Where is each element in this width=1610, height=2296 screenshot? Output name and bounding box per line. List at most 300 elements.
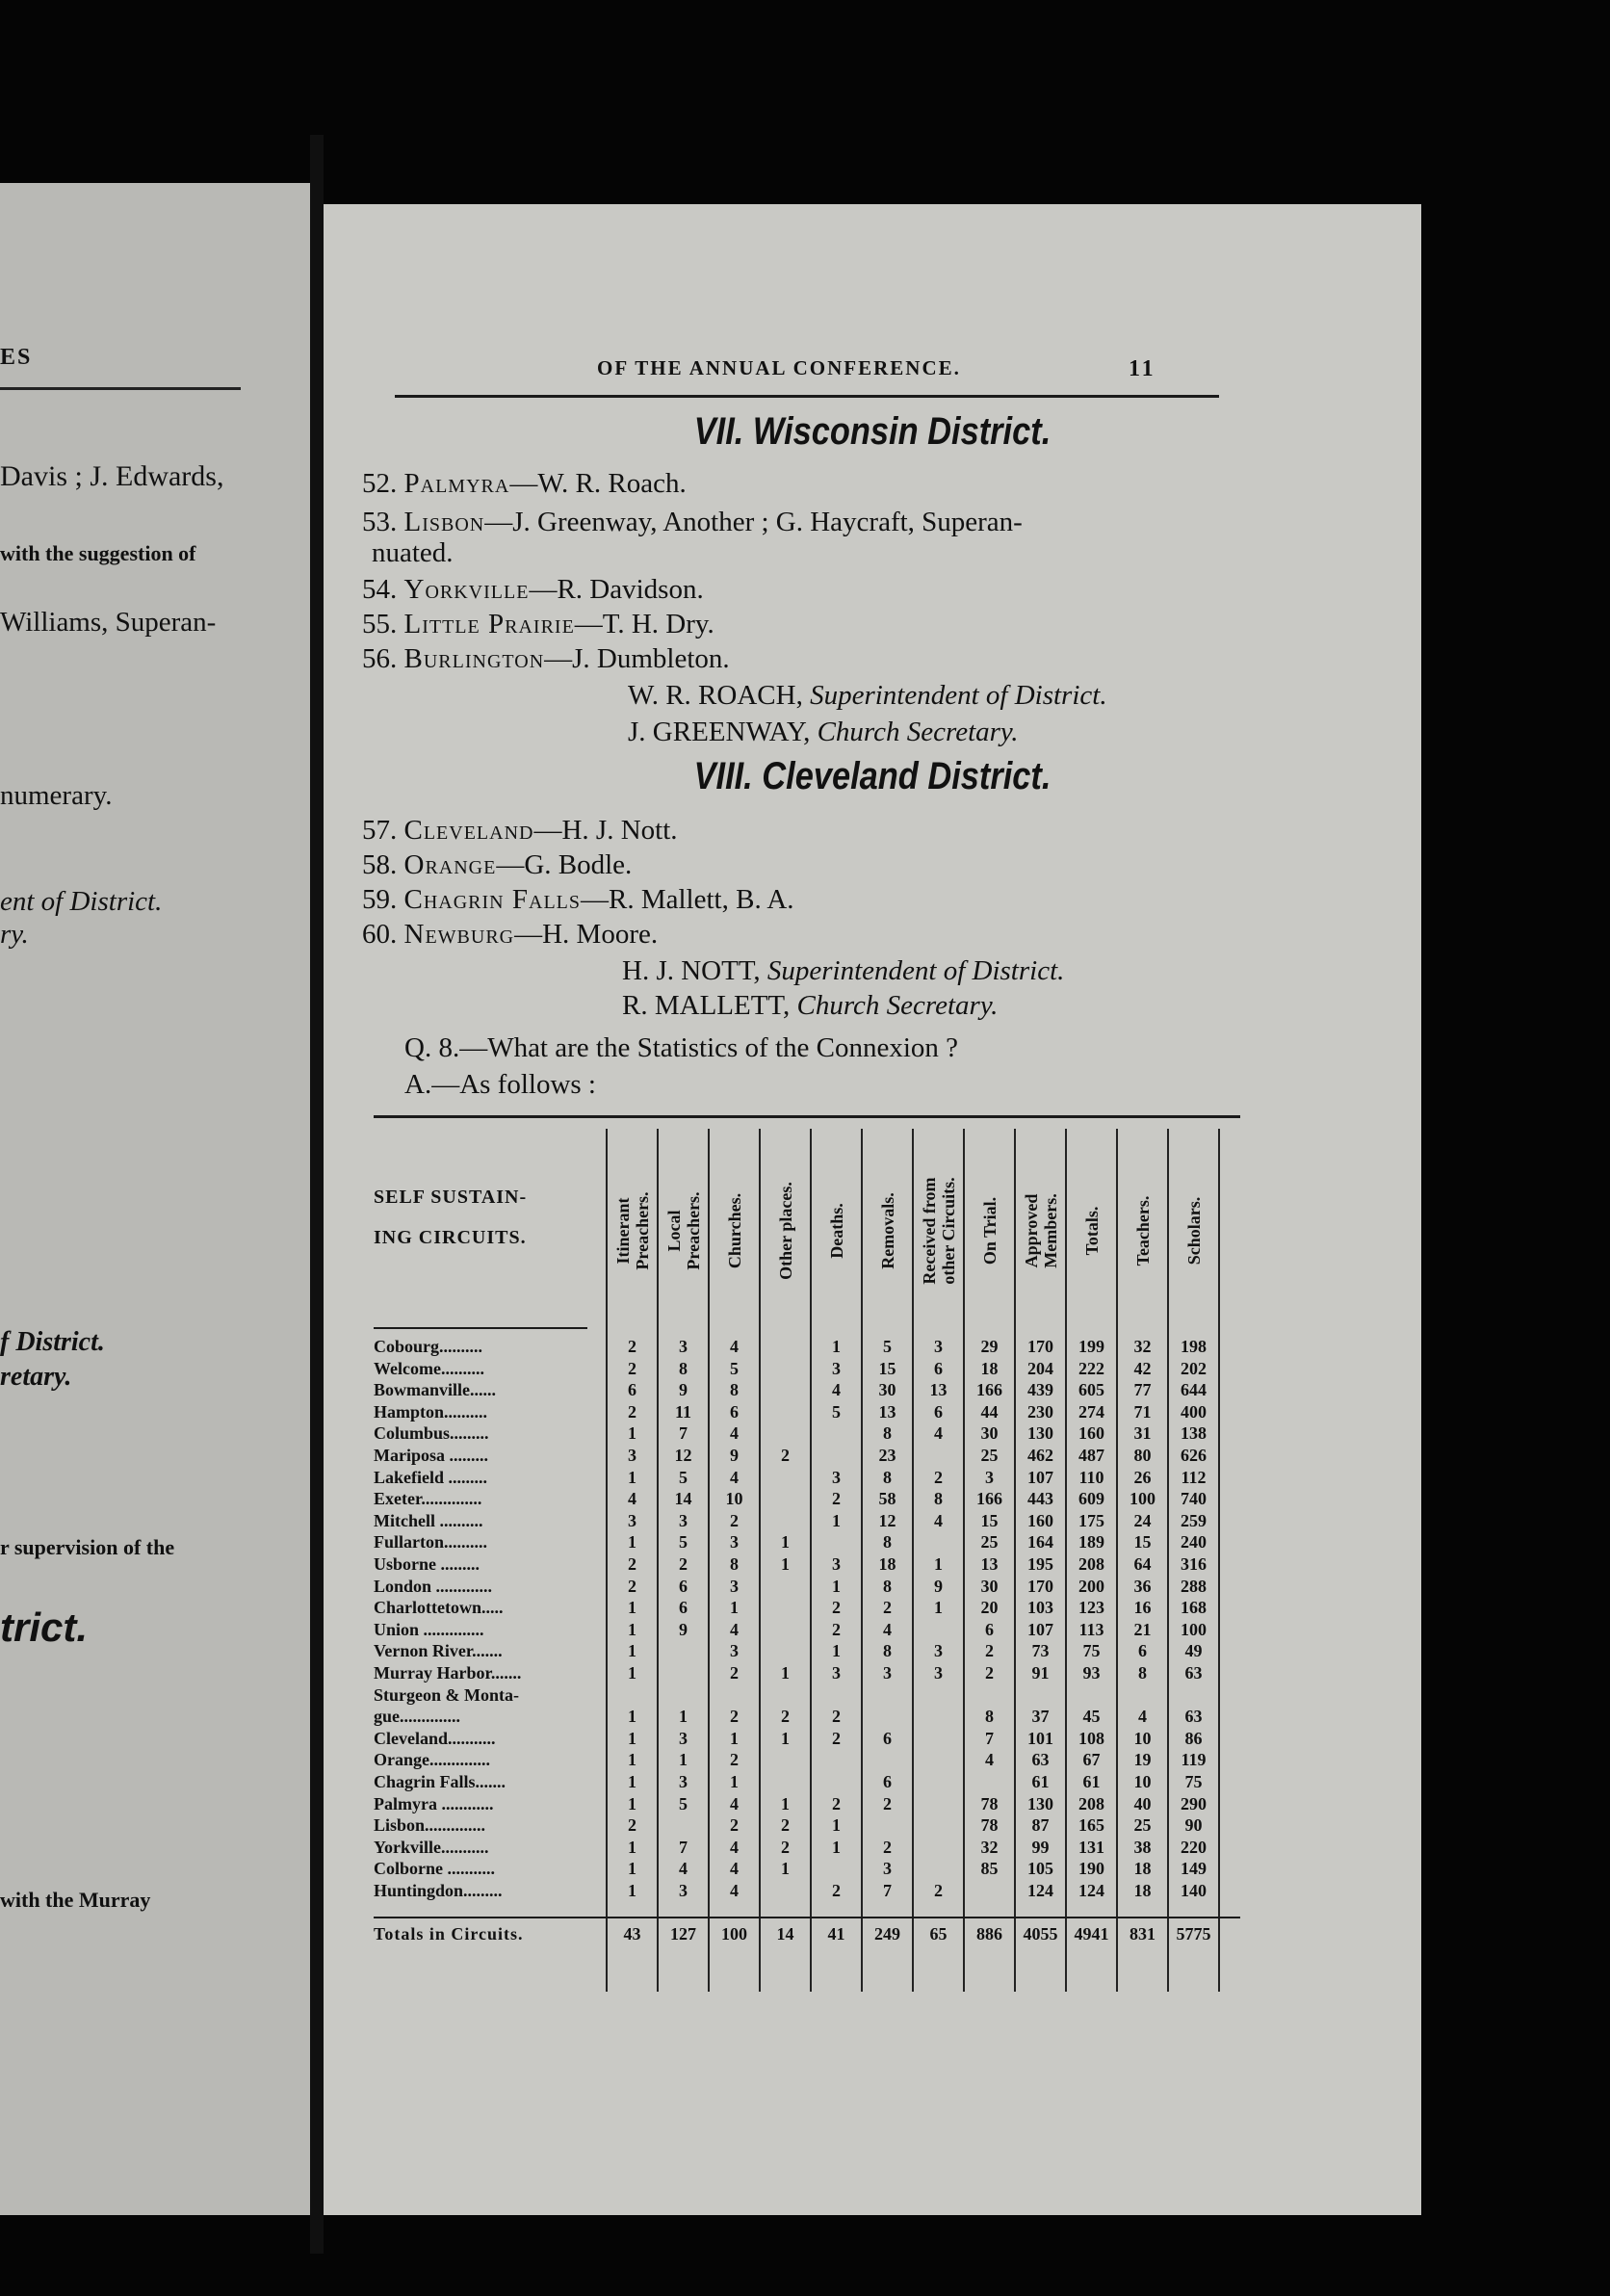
- table-cell: 63: [1031, 1750, 1050, 1770]
- table-cell: 8: [883, 1423, 892, 1444]
- circuit-name: Hampton..........: [374, 1401, 488, 1422]
- circuit-name: Huntingdon.........: [374, 1881, 503, 1900]
- table-cell: 3: [628, 1510, 636, 1530]
- table-cell: 77: [1133, 1380, 1152, 1400]
- circuit-name: gue..............: [374, 1707, 460, 1727]
- table-cell: 6: [679, 1598, 688, 1618]
- table-cell: 12: [878, 1510, 896, 1530]
- table-cell: 3: [679, 1772, 688, 1791]
- table-cell: 7: [679, 1837, 688, 1857]
- table-cell: 165: [1078, 1815, 1104, 1836]
- table-cell: 32: [980, 1837, 999, 1857]
- table-cell: 18: [1133, 1859, 1152, 1879]
- table-cell: 3: [832, 1358, 841, 1378]
- table-cell: 1: [781, 1728, 790, 1748]
- totals-rule: [374, 1917, 1240, 1918]
- table-cell: 3: [883, 1663, 892, 1683]
- table-cell: 20: [980, 1598, 999, 1618]
- table-cell: 4: [628, 1489, 636, 1509]
- table-cell: 112: [1181, 1467, 1207, 1487]
- table-cell: 8: [934, 1489, 943, 1509]
- table-cell: 18: [878, 1554, 896, 1574]
- table-cell: 5: [679, 1793, 688, 1813]
- table-cell: 18: [1133, 1881, 1152, 1900]
- circuit-name: Yorkville...........: [374, 1837, 489, 1857]
- table-row: [374, 1859, 1240, 1879]
- table-cell: 4: [832, 1380, 841, 1400]
- table-cell: 2: [730, 1663, 739, 1683]
- head-rule: [395, 395, 1219, 398]
- table-cell: 13: [929, 1380, 948, 1400]
- table-cell: 1: [628, 1772, 636, 1791]
- left-line: retary.: [0, 1362, 72, 1392]
- table-cell: 100: [1130, 1489, 1156, 1509]
- table-cell: 15: [878, 1358, 896, 1378]
- table-cell: 3: [679, 1728, 688, 1748]
- circuit-name: Charlottetown.....: [374, 1598, 504, 1618]
- table-cell: 9: [730, 1446, 739, 1465]
- district-officer: R. MALLETT, Church Secretary.: [622, 990, 999, 1021]
- left-line: with the suggestion of: [0, 541, 196, 565]
- table-cell: 1: [832, 1815, 841, 1836]
- table-cell: 8: [1138, 1663, 1147, 1683]
- table-cell: 113: [1078, 1619, 1104, 1639]
- table-cell: 5: [730, 1358, 739, 1378]
- table-cell: 1: [628, 1837, 636, 1857]
- table-cell: 15: [1133, 1532, 1152, 1552]
- left-line: Davis ; J. Edwards,: [0, 460, 224, 492]
- table-cell: 3: [934, 1337, 943, 1356]
- table-cell: 4: [730, 1881, 739, 1900]
- table-cell: 2: [628, 1576, 636, 1596]
- table-cell: 2: [985, 1641, 994, 1661]
- table-cell: 130: [1027, 1793, 1053, 1813]
- table-cell: 36: [1133, 1576, 1152, 1596]
- table-cell: 8: [883, 1641, 892, 1661]
- statistics-table: [374, 1129, 1240, 2034]
- table-cell: 1: [628, 1598, 636, 1618]
- table-row: [374, 1402, 1240, 1422]
- table-cell: 63: [1184, 1707, 1203, 1727]
- circuit-name: Cobourg..........: [374, 1337, 483, 1356]
- table-cell: 166: [976, 1380, 1002, 1400]
- circuit-name: Little Prairie: [403, 609, 575, 639]
- table-cell: 1: [730, 1772, 739, 1791]
- table-cell: 2: [832, 1793, 841, 1813]
- table-row: [374, 1729, 1240, 1749]
- table-cell: 6: [1138, 1641, 1147, 1661]
- table-cell: 1: [832, 1837, 841, 1857]
- answer-text: A.—As follows :: [404, 1069, 596, 1100]
- table-cell: 160: [1078, 1423, 1104, 1444]
- left-line: trict.: [0, 1605, 89, 1650]
- table-cell: 1: [781, 1532, 790, 1552]
- table-cell: 4: [985, 1750, 994, 1770]
- running-head-title: OF THE ANNUAL CONFERENCE.: [597, 356, 961, 379]
- table-cell: 6: [934, 1401, 943, 1422]
- table-cell: 32: [1133, 1337, 1152, 1356]
- column-header: Deaths.: [826, 1203, 846, 1259]
- table-cell: 124: [1078, 1881, 1104, 1900]
- column-header: Scholars.: [1183, 1196, 1204, 1265]
- table-cell: 15: [980, 1510, 999, 1530]
- table-cell: 2: [628, 1554, 636, 1574]
- table-cell: 4: [730, 1619, 739, 1639]
- table-cell: 31: [1133, 1423, 1152, 1444]
- table-cell: 1: [628, 1881, 636, 1900]
- table-row: [374, 1337, 1240, 1357]
- table-cell: 288: [1181, 1576, 1207, 1596]
- left-line: f District.: [0, 1327, 105, 1357]
- table-cell: 6: [679, 1576, 688, 1596]
- table-cell: 110: [1078, 1467, 1104, 1487]
- district-officer: J. GREENWAY, Church Secretary.: [628, 717, 1019, 747]
- table-cell: 199: [1078, 1337, 1104, 1356]
- table-cell: 11: [674, 1401, 691, 1422]
- table-cell: 30: [878, 1380, 896, 1400]
- appointment-entry: nuated.: [372, 537, 454, 568]
- table-cell: 1: [679, 1707, 688, 1727]
- table-cell: 644: [1181, 1380, 1207, 1400]
- column-header: Teachers.: [1132, 1195, 1153, 1266]
- circuit-name: Lisbon..............: [374, 1815, 486, 1836]
- table-cell: 42: [1133, 1358, 1152, 1378]
- table-cell: 1: [832, 1510, 841, 1530]
- table-cell: 138: [1181, 1423, 1207, 1444]
- table-cell: 2: [628, 1337, 636, 1356]
- table-cell: 439: [1027, 1380, 1053, 1400]
- circuit-name: Orange..............: [374, 1750, 490, 1770]
- table-cell: 462: [1027, 1446, 1053, 1465]
- table-cell: 1: [628, 1728, 636, 1748]
- table-row: [374, 1423, 1240, 1444]
- table-cell: 80: [1133, 1446, 1152, 1465]
- table-cell: 124: [1027, 1881, 1053, 1900]
- table-cell: 37: [1031, 1707, 1050, 1727]
- table-cell: 6: [730, 1401, 739, 1422]
- table-cell: 609: [1078, 1489, 1104, 1509]
- table-cell: 9: [934, 1576, 943, 1596]
- table-cell: 170: [1027, 1337, 1053, 1356]
- table-cell: 274: [1078, 1401, 1104, 1422]
- table-cell: 108: [1078, 1728, 1104, 1748]
- left-line: ent of District.: [0, 886, 163, 917]
- table-cell: 25: [980, 1532, 999, 1552]
- left-line: r supervision of the: [0, 1535, 175, 1559]
- table-cell: 86: [1184, 1728, 1203, 1748]
- circuit-name: Yorkville: [403, 574, 530, 605]
- table-cell: 1: [832, 1641, 841, 1661]
- table-cell: 1: [628, 1619, 636, 1639]
- table-cell: 4: [730, 1859, 739, 1879]
- circuit-name: Cleveland...........: [374, 1728, 496, 1748]
- table-cell: 3: [730, 1641, 739, 1661]
- table-cell: 1: [934, 1554, 943, 1574]
- table-cell: 2: [883, 1598, 892, 1618]
- table-cell: 61: [1031, 1772, 1050, 1791]
- table-cell: 208: [1078, 1793, 1104, 1813]
- table-cell: 3: [985, 1467, 994, 1487]
- table-cell: 4941: [1074, 1923, 1109, 1944]
- circuit-name: Orange: [403, 849, 497, 880]
- table-row: [374, 1838, 1240, 1858]
- table-cell: 3: [832, 1467, 841, 1487]
- table-cell: 2: [679, 1554, 688, 1574]
- table-cell: 85: [980, 1859, 999, 1879]
- appointment-entry: 56. Burlington—J. Dumbleton.: [362, 643, 730, 674]
- column-header: Churches.: [724, 1192, 744, 1269]
- table-cell: 149: [1181, 1859, 1207, 1879]
- table-row: [374, 1577, 1240, 1597]
- table-cell: 130: [1027, 1423, 1053, 1444]
- table-cell: 4: [883, 1619, 892, 1639]
- table-cell: 8: [730, 1554, 739, 1574]
- table-cell: 127: [670, 1923, 696, 1944]
- table-cell: 91: [1031, 1663, 1050, 1683]
- table-cell: 3: [679, 1337, 688, 1356]
- appointment-entry: 53. Lisbon—J. Greenway, Another ; G. Haycraft, Superan-: [362, 507, 1023, 537]
- table-cell: 8: [985, 1707, 994, 1727]
- table-cell: 21: [1133, 1619, 1152, 1639]
- table-cell: 100: [721, 1923, 747, 1944]
- table-cell: 6: [883, 1772, 892, 1791]
- circuit-name: Chagrin Falls: [403, 884, 581, 915]
- question-text: Q. 8.—What are the Statistics of the Connexion ?: [404, 1032, 959, 1063]
- table-cell: 123: [1078, 1598, 1104, 1618]
- table-cell: 6: [628, 1380, 636, 1400]
- table-cell: 230: [1027, 1401, 1053, 1422]
- table-cell: 240: [1181, 1532, 1207, 1552]
- district-officer: W. R. ROACH, Superintendent of District.: [628, 680, 1107, 711]
- column-header: Totals.: [1081, 1206, 1102, 1256]
- table-cell: 13: [878, 1401, 896, 1422]
- table-cell: 170: [1027, 1576, 1053, 1596]
- table-cell: 160: [1027, 1510, 1053, 1530]
- circuit-name: London .............: [374, 1576, 493, 1596]
- table-cell: 1: [679, 1750, 688, 1770]
- circuit-name: Burlington: [403, 643, 545, 674]
- table-cell: 119: [1181, 1750, 1207, 1770]
- table-cell: 18: [980, 1358, 999, 1378]
- table-cell: 12: [674, 1446, 692, 1465]
- table-cell: 4: [730, 1837, 739, 1857]
- appointment-entry: 59. Chagrin Falls—R. Mallett, B. A.: [362, 884, 794, 915]
- table-row: [374, 1794, 1240, 1814]
- table-cell: 487: [1078, 1446, 1104, 1465]
- table-cell: 61: [1082, 1772, 1101, 1791]
- table-cell: 44: [980, 1401, 999, 1422]
- table-cell: 220: [1181, 1837, 1207, 1857]
- table-cell: 16: [1133, 1598, 1152, 1618]
- table-cell: 87: [1031, 1815, 1050, 1836]
- table-cell: 443: [1027, 1489, 1053, 1509]
- circuit-name: Newburg: [403, 919, 515, 950]
- table-cell: 99: [1031, 1837, 1050, 1857]
- table-cell: 2: [730, 1707, 739, 1727]
- table-cell: 4: [934, 1510, 943, 1530]
- table-cell: 166: [976, 1489, 1002, 1509]
- table-cell: 103: [1027, 1598, 1053, 1618]
- circuit-name: Sturgeon & Monta-: [374, 1684, 519, 1705]
- circuit-name: Bowmanville......: [374, 1380, 497, 1400]
- table-cell: 1: [781, 1859, 790, 1879]
- circuit-name: Palmyra: [403, 468, 510, 499]
- table-cell: 78: [980, 1793, 999, 1813]
- table-cell: 30: [980, 1576, 999, 1596]
- table-cell: 1: [781, 1793, 790, 1813]
- table-cell: 71: [1133, 1401, 1152, 1422]
- table-cell: 7: [883, 1881, 892, 1900]
- table-cell: 67: [1082, 1750, 1101, 1770]
- table-cell: 1: [628, 1532, 636, 1552]
- table-cell: 1: [781, 1663, 790, 1683]
- circuit-name: Murray Harbor.......: [374, 1663, 522, 1683]
- district-heading: VII. Wisconsin District.: [693, 410, 1052, 453]
- table-row: [374, 1750, 1240, 1770]
- circuit-name: Palmyra ............: [374, 1793, 494, 1813]
- table-cell: 1: [781, 1554, 790, 1574]
- table-cell: 2: [628, 1358, 636, 1378]
- table-cell: 208: [1078, 1554, 1104, 1574]
- table-cell: 164: [1027, 1532, 1053, 1552]
- table-cell: 2: [781, 1815, 790, 1836]
- circuit-name: Cleveland: [403, 815, 534, 846]
- table-cell: 316: [1181, 1554, 1207, 1574]
- table-cell: 831: [1130, 1923, 1156, 1944]
- circuit-name: Mitchell ..........: [374, 1510, 483, 1530]
- table-cell: 24: [1133, 1510, 1152, 1530]
- table-row: [374, 1772, 1240, 1792]
- table-cell: 2: [628, 1401, 636, 1422]
- circuit-name: Mariposa .........: [374, 1446, 488, 1465]
- table-cell: 1: [628, 1859, 636, 1879]
- appointment-entry: 52. Palmyra—W. R. Roach.: [362, 468, 687, 499]
- left-head-rule: [0, 387, 241, 390]
- table-cell: 2: [832, 1598, 841, 1618]
- table-row: [374, 1881, 1240, 1901]
- table-cell: 3: [883, 1859, 892, 1879]
- table-cell: 40: [1133, 1793, 1152, 1813]
- table-cell: 1: [730, 1728, 739, 1748]
- table-cell: 131: [1078, 1837, 1104, 1857]
- table-cell: 2: [883, 1837, 892, 1857]
- column-header: Approved Members.: [1021, 1193, 1060, 1268]
- table-cell: 101: [1027, 1728, 1053, 1748]
- table-cell: 19: [1133, 1750, 1152, 1770]
- table-cell: 10: [1133, 1772, 1152, 1791]
- table-cell: 75: [1082, 1641, 1101, 1661]
- circuit-name: Columbus.........: [374, 1423, 489, 1444]
- table-cell: 1: [832, 1576, 841, 1596]
- district-heading: VIII. Cleveland District.: [693, 755, 1052, 797]
- table-cell: 249: [874, 1923, 900, 1944]
- column-header: Local Preachers.: [663, 1191, 703, 1270]
- table-row: [374, 1554, 1240, 1575]
- table-cell: 2: [832, 1881, 841, 1900]
- table-cell: 29: [980, 1337, 999, 1356]
- table-cell: 1: [628, 1663, 636, 1683]
- table-cell: 6: [934, 1358, 943, 1378]
- table-left-heading: SELF SUSTAIN-: [374, 1187, 528, 1208]
- table-cell: 4: [730, 1793, 739, 1813]
- table-cell: 3: [934, 1641, 943, 1661]
- table-cell: 198: [1181, 1337, 1207, 1356]
- table-cell: 8: [883, 1467, 892, 1487]
- table-cell: 2: [832, 1728, 841, 1748]
- table-cell: 3: [679, 1881, 688, 1900]
- table-cell: 4: [730, 1423, 739, 1444]
- column-header: Other places.: [775, 1182, 795, 1280]
- table-cell: 9: [679, 1619, 688, 1639]
- appointment-entry: 55. Little Prairie—T. H. Dry.: [362, 609, 714, 639]
- circuit-name: Welcome..........: [374, 1358, 484, 1378]
- circuit-name: Usborne .........: [374, 1554, 480, 1574]
- table-row: [374, 1359, 1240, 1379]
- table-cell: 25: [1133, 1815, 1152, 1836]
- table-cell: 1: [628, 1793, 636, 1813]
- table-cell: 45: [1082, 1707, 1101, 1727]
- table-cell: 4: [730, 1467, 739, 1487]
- table-cell: 43: [623, 1923, 641, 1944]
- table-cell: 107: [1027, 1619, 1053, 1639]
- table-cell: 886: [976, 1923, 1002, 1944]
- table-left-heading: ING CIRCUITS.: [374, 1227, 527, 1248]
- table-cell: 2: [934, 1467, 943, 1487]
- table-cell: 9: [679, 1380, 688, 1400]
- table-cell: 1: [628, 1750, 636, 1770]
- left-facing-page: [0, 183, 310, 2215]
- column-header: Removals.: [877, 1192, 897, 1269]
- table-cell: 107: [1027, 1467, 1053, 1487]
- table-cell: 259: [1181, 1510, 1207, 1530]
- column-header: On Trial.: [979, 1196, 1000, 1265]
- table-cell: 58: [878, 1489, 896, 1509]
- table-cell: 3: [730, 1576, 739, 1596]
- table-cell: 202: [1181, 1358, 1207, 1378]
- table-cell: 4: [1138, 1707, 1147, 1727]
- table-row: [374, 1532, 1240, 1552]
- table-cell: 1: [628, 1641, 636, 1661]
- table-cell: 13: [980, 1554, 999, 1574]
- circuit-name: Colborne ...........: [374, 1859, 495, 1879]
- table-cell: 4055: [1023, 1923, 1058, 1944]
- appointment-entry: 57. Cleveland—H. J. Nott.: [362, 815, 678, 846]
- appointment-entry: 60. Newburg—H. Moore.: [362, 919, 659, 950]
- table-cell: 189: [1078, 1532, 1104, 1552]
- table-row: [374, 1380, 1240, 1400]
- table-cell: 49: [1184, 1641, 1203, 1661]
- table-cell: 200: [1078, 1576, 1104, 1596]
- table-cell: 10: [1133, 1728, 1152, 1748]
- table-cell: 1: [832, 1337, 841, 1356]
- table-cell: 1: [628, 1707, 636, 1727]
- table-cell: 5: [679, 1467, 688, 1487]
- table-cell: 2: [832, 1489, 841, 1509]
- table-top-rule: [374, 1115, 1240, 1118]
- running-head: [324, 356, 1421, 385]
- table-cell: 64: [1133, 1554, 1152, 1574]
- table-cell: 7: [985, 1728, 994, 1748]
- table-row: [374, 1446, 1240, 1466]
- table-cell: 73: [1031, 1641, 1050, 1661]
- table-cell: 5: [832, 1401, 841, 1422]
- table-cell: 175: [1078, 1510, 1104, 1530]
- table-cell: 5775: [1176, 1923, 1211, 1944]
- table-cell: 8: [730, 1380, 739, 1400]
- circuit-name: Vernon River.......: [374, 1641, 503, 1661]
- table-row: [374, 1620, 1240, 1640]
- table-row: [374, 1641, 1240, 1661]
